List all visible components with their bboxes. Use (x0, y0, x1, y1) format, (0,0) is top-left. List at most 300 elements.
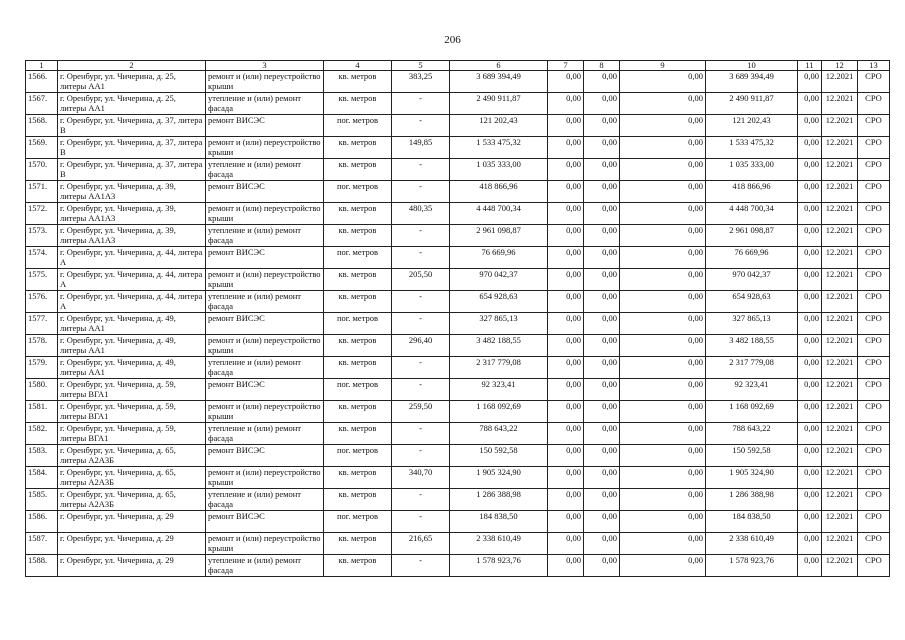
cell-col7-value: 0,00 (548, 533, 584, 555)
cell-work-type: ремонт и (или) переустройство крыши (206, 533, 324, 555)
cell-deadline: 12.2021 (822, 357, 858, 379)
cell-col9-value: 0,00 (620, 115, 706, 137)
cell-work-type: ремонт и (или) переустройство крыши (206, 401, 324, 423)
cell-col10-value: 2 317 779,08 (706, 357, 798, 379)
column-header-6: 6 (450, 61, 548, 71)
column-header-9: 9 (620, 61, 706, 71)
cell-col9-value: 0,00 (620, 203, 706, 225)
cell-work-type: ремонт и (или) переустройство крыши (206, 335, 324, 357)
cell-volume: - (392, 445, 450, 467)
table-row (26, 467, 890, 489)
cell-col11-value: 0,00 (798, 511, 822, 533)
cell-row-number: 1585. (26, 489, 58, 511)
cell-address: г. Оренбург, ул. Чичерина, д. 59, литеры ВГА1 (58, 401, 206, 423)
cell-volume: 259,50 (392, 401, 450, 423)
cell-total-cost: 1 035 333,00 (450, 159, 548, 181)
cell-col10-value: 1 905 324,90 (706, 467, 798, 489)
cell-col9-value: 0,00 (620, 401, 706, 423)
cell-col7-value: 0,00 (548, 181, 584, 203)
cell-unit: кв. метров (324, 137, 392, 159)
cell-total-cost: 788 643,22 (450, 423, 548, 445)
cell-total-cost: 92 323,41 (450, 379, 548, 401)
cell-col11-value: 0,00 (798, 291, 822, 313)
cell-deadline: 12.2021 (822, 181, 858, 203)
column-header-1: 1 (26, 61, 58, 71)
cell-col8-value: 0,00 (584, 225, 620, 247)
column-header-4: 4 (324, 61, 392, 71)
cell-col10-value: 970 042,37 (706, 269, 798, 291)
cell-volume: 340,70 (392, 467, 450, 489)
cell-work-type: ремонт ВИСЭС (206, 181, 324, 203)
cell-col7-value: 0,00 (548, 291, 584, 313)
cell-deadline: 12.2021 (822, 225, 858, 247)
cell-unit: кв. метров (324, 533, 392, 555)
cell-contractor: СРО (858, 335, 890, 357)
cell-row-number: 1586. (26, 511, 58, 533)
cell-unit: пог. метров (324, 115, 392, 137)
cell-work-type: ремонт ВИСЭС (206, 511, 324, 533)
cell-row-number: 1569. (26, 137, 58, 159)
cell-col7-value: 0,00 (548, 445, 584, 467)
cell-deadline: 12.2021 (822, 335, 858, 357)
cell-total-cost: 1 905 324,90 (450, 467, 548, 489)
cell-deadline: 12.2021 (822, 423, 858, 445)
cell-work-type: утепление и (или) ремонт фасада (206, 159, 324, 181)
cell-deadline: 12.2021 (822, 511, 858, 533)
cell-volume: 480,35 (392, 203, 450, 225)
cell-row-number: 1578. (26, 335, 58, 357)
cell-address: г. Оренбург, ул. Чичерина, д. 29 (58, 511, 206, 533)
cell-unit: кв. метров (324, 357, 392, 379)
cell-address: г. Оренбург, ул. Чичерина, д. 49, литеры АА1 (58, 357, 206, 379)
cell-volume: - (392, 313, 450, 335)
data-table (25, 60, 890, 577)
cell-col7-value: 0,00 (548, 93, 584, 115)
cell-unit: кв. метров (324, 269, 392, 291)
cell-col7-value: 0,00 (548, 357, 584, 379)
cell-contractor: СРО (858, 379, 890, 401)
table-row (26, 203, 890, 225)
cell-col9-value: 0,00 (620, 71, 706, 93)
cell-row-number: 1570. (26, 159, 58, 181)
cell-total-cost: 1 533 475,32 (450, 137, 548, 159)
cell-total-cost: 3 689 394,49 (450, 71, 548, 93)
cell-row-number: 1566. (26, 71, 58, 93)
cell-address: г. Оренбург, ул. Чичерина, д. 25, литеры АА1 (58, 71, 206, 93)
cell-work-type: ремонт ВИСЭС (206, 115, 324, 137)
cell-col10-value: 1 035 333,00 (706, 159, 798, 181)
cell-col11-value: 0,00 (798, 357, 822, 379)
cell-unit: кв. метров (324, 423, 392, 445)
cell-col8-value: 0,00 (584, 401, 620, 423)
cell-col8-value: 0,00 (584, 357, 620, 379)
cell-unit: пог. метров (324, 247, 392, 269)
cell-contractor: СРО (858, 115, 890, 137)
cell-work-type: ремонт и (или) переустройство крыши (206, 137, 324, 159)
cell-col11-value: 0,00 (798, 71, 822, 93)
cell-deadline: 12.2021 (822, 467, 858, 489)
cell-address: г. Оренбург, ул. Чичерина, д. 39, литеры АА1А3 (58, 203, 206, 225)
cell-volume: - (392, 225, 450, 247)
cell-work-type: ремонт и (или) переустройство крыши (206, 269, 324, 291)
cell-col10-value: 2 961 098,87 (706, 225, 798, 247)
cell-volume: - (392, 93, 450, 115)
column-header-11: 11 (798, 61, 822, 71)
cell-address: г. Оренбург, ул. Чичерина, д. 44, литера А (58, 269, 206, 291)
cell-col11-value: 0,00 (798, 115, 822, 137)
cell-col8-value: 0,00 (584, 313, 620, 335)
cell-row-number: 1572. (26, 203, 58, 225)
cell-col10-value: 788 643,22 (706, 423, 798, 445)
cell-contractor: СРО (858, 247, 890, 269)
cell-total-cost: 1 168 092,69 (450, 401, 548, 423)
cell-col10-value: 2 338 610,49 (706, 533, 798, 555)
cell-address: г. Оренбург, ул. Чичерина, д. 59, литеры ВГА1 (58, 423, 206, 445)
cell-col8-value: 0,00 (584, 445, 620, 467)
cell-col10-value: 4 448 700,34 (706, 203, 798, 225)
cell-address: г. Оренбург, ул. Чичерина, д. 59, литеры ВГА1 (58, 379, 206, 401)
cell-col10-value: 92 323,41 (706, 379, 798, 401)
column-header-13: 13 (858, 61, 890, 71)
cell-col11-value: 0,00 (798, 379, 822, 401)
cell-col9-value: 0,00 (620, 445, 706, 467)
cell-total-cost: 76 669,96 (450, 247, 548, 269)
cell-total-cost: 1 578 923,76 (450, 555, 548, 577)
column-header-10: 10 (706, 61, 798, 71)
cell-col7-value: 0,00 (548, 335, 584, 357)
cell-contractor: СРО (858, 159, 890, 181)
cell-contractor: СРО (858, 71, 890, 93)
cell-col10-value: 654 928,63 (706, 291, 798, 313)
cell-volume: - (392, 423, 450, 445)
cell-row-number: 1579. (26, 357, 58, 379)
table-row (26, 401, 890, 423)
cell-col10-value: 121 202,43 (706, 115, 798, 137)
cell-volume: - (392, 115, 450, 137)
cell-work-type: утепление и (или) ремонт фасада (206, 423, 324, 445)
table-row (26, 489, 890, 511)
cell-contractor: СРО (858, 291, 890, 313)
cell-col8-value: 0,00 (584, 269, 620, 291)
cell-col8-value: 0,00 (584, 291, 620, 313)
cell-col8-value: 0,00 (584, 489, 620, 511)
cell-col7-value: 0,00 (548, 269, 584, 291)
cell-unit: кв. метров (324, 93, 392, 115)
cell-volume: 216,65 (392, 533, 450, 555)
cell-contractor: СРО (858, 203, 890, 225)
cell-col10-value: 1 533 475,32 (706, 137, 798, 159)
cell-row-number: 1571. (26, 181, 58, 203)
cell-col7-value: 0,00 (548, 467, 584, 489)
cell-col11-value: 0,00 (798, 269, 822, 291)
table-row (26, 335, 890, 357)
cell-volume: - (392, 489, 450, 511)
cell-work-type: ремонт ВИСЭС (206, 247, 324, 269)
cell-unit: кв. метров (324, 203, 392, 225)
cell-unit: кв. метров (324, 159, 392, 181)
cell-total-cost: 327 865,13 (450, 313, 548, 335)
cell-row-number: 1580. (26, 379, 58, 401)
table-row (26, 533, 890, 555)
cell-total-cost: 121 202,43 (450, 115, 548, 137)
cell-address: г. Оренбург, ул. Чичерина, д. 49, литеры АА1 (58, 335, 206, 357)
cell-unit: кв. метров (324, 401, 392, 423)
cell-total-cost: 3 482 188,55 (450, 335, 548, 357)
cell-volume: - (392, 291, 450, 313)
cell-col8-value: 0,00 (584, 203, 620, 225)
cell-volume: - (392, 159, 450, 181)
cell-contractor: СРО (858, 357, 890, 379)
cell-work-type: ремонт ВИСЭС (206, 445, 324, 467)
cell-total-cost: 2 961 098,87 (450, 225, 548, 247)
cell-total-cost: 4 448 700,34 (450, 203, 548, 225)
cell-col8-value: 0,00 (584, 115, 620, 137)
cell-col9-value: 0,00 (620, 533, 706, 555)
cell-contractor: СРО (858, 401, 890, 423)
column-header-8: 8 (584, 61, 620, 71)
cell-deadline: 12.2021 (822, 555, 858, 577)
cell-col8-value: 0,00 (584, 423, 620, 445)
cell-deadline: 12.2021 (822, 401, 858, 423)
cell-col11-value: 0,00 (798, 203, 822, 225)
page-number: 206 (444, 34, 461, 46)
cell-col10-value: 184 838,50 (706, 511, 798, 533)
cell-volume: - (392, 181, 450, 203)
cell-row-number: 1567. (26, 93, 58, 115)
cell-deadline: 12.2021 (822, 445, 858, 467)
cell-address: г. Оренбург, ул. Чичерина, д. 37, литера В (58, 115, 206, 137)
cell-address: г. Оренбург, ул. Чичерина, д. 25, литеры АА1 (58, 93, 206, 115)
cell-col9-value: 0,00 (620, 93, 706, 115)
table-row (26, 93, 890, 115)
cell-address: г. Оренбург, ул. Чичерина, д. 65, литеры А2А3Б (58, 489, 206, 511)
cell-col10-value: 1 578 923,76 (706, 555, 798, 577)
cell-col11-value: 0,00 (798, 93, 822, 115)
cell-col7-value: 0,00 (548, 313, 584, 335)
cell-col11-value: 0,00 (798, 445, 822, 467)
cell-contractor: СРО (858, 313, 890, 335)
cell-contractor: СРО (858, 467, 890, 489)
cell-deadline: 12.2021 (822, 313, 858, 335)
cell-col11-value: 0,00 (798, 335, 822, 357)
cell-work-type: утепление и (или) ремонт фасада (206, 225, 324, 247)
cell-col8-value: 0,00 (584, 137, 620, 159)
cell-row-number: 1568. (26, 115, 58, 137)
cell-row-number: 1583. (26, 445, 58, 467)
cell-row-number: 1588. (26, 555, 58, 577)
cell-work-type: утепление и (или) ремонт фасада (206, 93, 324, 115)
table-row (26, 291, 890, 313)
cell-contractor: СРО (858, 555, 890, 577)
cell-col11-value: 0,00 (798, 555, 822, 577)
cell-col8-value: 0,00 (584, 71, 620, 93)
cell-deadline: 12.2021 (822, 93, 858, 115)
table-row (26, 71, 890, 93)
cell-address: г. Оренбург, ул. Чичерина, д. 39, литеры АА1А3 (58, 225, 206, 247)
cell-col9-value: 0,00 (620, 379, 706, 401)
cell-work-type: ремонт и (или) переустройство крыши (206, 71, 324, 93)
cell-volume: - (392, 379, 450, 401)
cell-unit: кв. метров (324, 291, 392, 313)
cell-deadline: 12.2021 (822, 379, 858, 401)
cell-contractor: СРО (858, 137, 890, 159)
cell-deadline: 12.2021 (822, 71, 858, 93)
cell-address: г. Оренбург, ул. Чичерина, д. 49, литеры АА1 (58, 313, 206, 335)
cell-deadline: 12.2021 (822, 533, 858, 555)
column-header-2: 2 (58, 61, 206, 71)
cell-deadline: 12.2021 (822, 115, 858, 137)
table-row (26, 313, 890, 335)
cell-col7-value: 0,00 (548, 115, 584, 137)
cell-col9-value: 0,00 (620, 269, 706, 291)
cell-row-number: 1584. (26, 467, 58, 489)
table-row (26, 225, 890, 247)
cell-work-type: ремонт и (или) переустройство крыши (206, 467, 324, 489)
cell-col8-value: 0,00 (584, 533, 620, 555)
table-body (26, 71, 890, 577)
cell-col9-value: 0,00 (620, 335, 706, 357)
cell-total-cost: 2 490 911,87 (450, 93, 548, 115)
cell-deadline: 12.2021 (822, 489, 858, 511)
cell-work-type: ремонт ВИСЭС (206, 313, 324, 335)
cell-unit: кв. метров (324, 335, 392, 357)
table-row (26, 511, 890, 533)
table-row (26, 137, 890, 159)
cell-address: г. Оренбург, ул. Чичерина, д. 65, литеры А2А3Б (58, 467, 206, 489)
cell-col9-value: 0,00 (620, 313, 706, 335)
cell-col7-value: 0,00 (548, 247, 584, 269)
cell-work-type: утепление и (или) ремонт фасада (206, 291, 324, 313)
cell-col7-value: 0,00 (548, 71, 584, 93)
cell-col7-value: 0,00 (548, 137, 584, 159)
cell-work-type: утепление и (или) ремонт фасада (206, 489, 324, 511)
cell-col9-value: 0,00 (620, 467, 706, 489)
cell-total-cost: 970 042,37 (450, 269, 548, 291)
cell-col10-value: 2 490 911,87 (706, 93, 798, 115)
table-row (26, 159, 890, 181)
cell-col7-value: 0,00 (548, 203, 584, 225)
cell-deadline: 12.2021 (822, 291, 858, 313)
cell-deadline: 12.2021 (822, 247, 858, 269)
cell-col7-value: 0,00 (548, 401, 584, 423)
cell-work-type: ремонт и (или) переустройство крыши (206, 203, 324, 225)
cell-address: г. Оренбург, ул. Чичерина, д. 29 (58, 555, 206, 577)
cell-col9-value: 0,00 (620, 423, 706, 445)
cell-total-cost: 2 338 610,49 (450, 533, 548, 555)
cell-address: г. Оренбург, ул. Чичерина, д. 44, литера А (58, 247, 206, 269)
cell-address: г. Оренбург, ул. Чичерина, д. 39, литеры АА1А3 (58, 181, 206, 203)
cell-col11-value: 0,00 (798, 159, 822, 181)
cell-work-type: утепление и (или) ремонт фасада (206, 357, 324, 379)
cell-volume: 149,85 (392, 137, 450, 159)
cell-unit: пог. метров (324, 313, 392, 335)
cell-volume: 296,40 (392, 335, 450, 357)
cell-contractor: СРО (858, 93, 890, 115)
column-header-5: 5 (392, 61, 450, 71)
cell-col10-value: 1 286 388,98 (706, 489, 798, 511)
cell-col9-value: 0,00 (620, 357, 706, 379)
cell-deadline: 12.2021 (822, 159, 858, 181)
cell-volume: - (392, 555, 450, 577)
cell-col10-value: 150 592,58 (706, 445, 798, 467)
cell-work-type: ремонт ВИСЭС (206, 379, 324, 401)
cell-total-cost: 150 592,58 (450, 445, 548, 467)
cell-col9-value: 0,00 (620, 137, 706, 159)
cell-total-cost: 418 866,96 (450, 181, 548, 203)
cell-col7-value: 0,00 (548, 511, 584, 533)
cell-row-number: 1575. (26, 269, 58, 291)
table-row (26, 555, 890, 577)
cell-unit: кв. метров (324, 71, 392, 93)
cell-col11-value: 0,00 (798, 467, 822, 489)
cell-col8-value: 0,00 (584, 159, 620, 181)
cell-col8-value: 0,00 (584, 467, 620, 489)
cell-address: г. Оренбург, ул. Чичерина, д. 37, литера В (58, 159, 206, 181)
cell-col8-value: 0,00 (584, 93, 620, 115)
cell-contractor: СРО (858, 511, 890, 533)
cell-col10-value: 3 689 394,49 (706, 71, 798, 93)
cell-col11-value: 0,00 (798, 225, 822, 247)
cell-address: г. Оренбург, ул. Чичерина, д. 37, литера В (58, 137, 206, 159)
cell-col9-value: 0,00 (620, 159, 706, 181)
cell-col11-value: 0,00 (798, 489, 822, 511)
cell-col9-value: 0,00 (620, 489, 706, 511)
cell-contractor: СРО (858, 225, 890, 247)
column-header-7: 7 (548, 61, 584, 71)
cell-col10-value: 327 865,13 (706, 313, 798, 335)
cell-contractor: СРО (858, 533, 890, 555)
cell-unit: кв. метров (324, 225, 392, 247)
cell-volume: - (392, 511, 450, 533)
cell-col7-value: 0,00 (548, 423, 584, 445)
cell-col9-value: 0,00 (620, 225, 706, 247)
cell-col11-value: 0,00 (798, 533, 822, 555)
cell-deadline: 12.2021 (822, 137, 858, 159)
table-row (26, 445, 890, 467)
cell-col8-value: 0,00 (584, 511, 620, 533)
cell-col8-value: 0,00 (584, 247, 620, 269)
column-header-3: 3 (206, 61, 324, 71)
table-row (26, 379, 890, 401)
cell-col8-value: 0,00 (584, 181, 620, 203)
table-row (26, 247, 890, 269)
cell-unit: пог. метров (324, 445, 392, 467)
cell-col8-value: 0,00 (584, 335, 620, 357)
cell-unit: пог. метров (324, 379, 392, 401)
cell-address: г. Оренбург, ул. Чичерина, д. 29 (58, 533, 206, 555)
cell-unit: кв. метров (324, 467, 392, 489)
cell-row-number: 1574. (26, 247, 58, 269)
cell-total-cost: 654 928,63 (450, 291, 548, 313)
cell-col9-value: 0,00 (620, 247, 706, 269)
cell-col7-value: 0,00 (548, 489, 584, 511)
cell-unit: кв. метров (324, 555, 392, 577)
cell-col10-value: 3 482 188,55 (706, 335, 798, 357)
cell-total-cost: 1 286 388,98 (450, 489, 548, 511)
cell-volume: 205,50 (392, 269, 450, 291)
cell-total-cost: 2 317 779,08 (450, 357, 548, 379)
cell-unit: кв. метров (324, 489, 392, 511)
cell-row-number: 1577. (26, 313, 58, 335)
cell-col10-value: 76 669,96 (706, 247, 798, 269)
cell-col10-value: 1 168 092,69 (706, 401, 798, 423)
cell-row-number: 1582. (26, 423, 58, 445)
cell-col9-value: 0,00 (620, 555, 706, 577)
cell-col11-value: 0,00 (798, 247, 822, 269)
cell-volume: - (392, 357, 450, 379)
cell-deadline: 12.2021 (822, 269, 858, 291)
cell-deadline: 12.2021 (822, 203, 858, 225)
